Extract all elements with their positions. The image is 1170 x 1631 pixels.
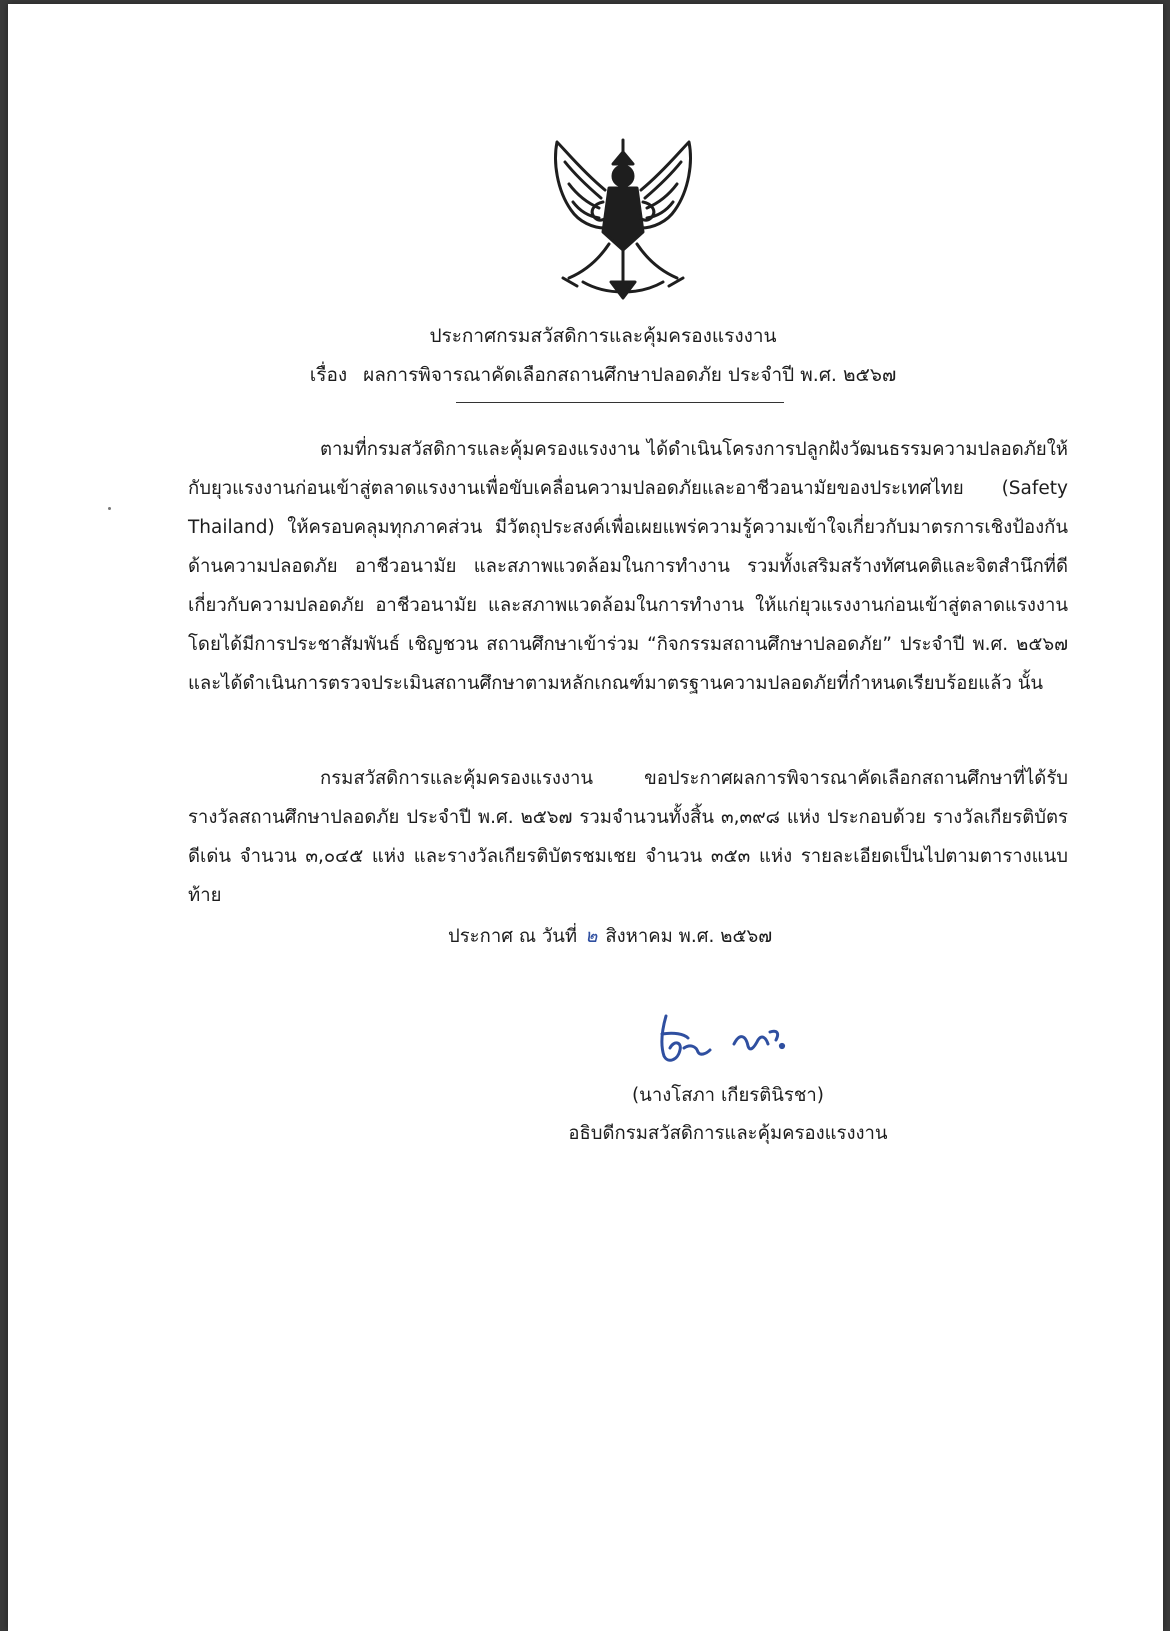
announcement-title: ประกาศกรมสวัสดิการและคุ้มครองแรงงาน [429,325,777,347]
garuda-emblem-icon [543,132,703,308]
announcement-subject-line [308,362,898,388]
subject-text: ผลการพิจารณาคัดเลือกสถานศึกษาปลอดภัย ประจำปี พ.ศ. ๒๕๖๗ [363,364,897,386]
date-month-year: สิงหาคม พ.ศ. ๒๕๖๗ [605,926,773,947]
body-paragraph-1 [188,430,1068,703]
signer-position: อธิบดีกรมสวัสดิการและคุ้มครองแรงงาน [568,1123,888,1144]
heading-divider [456,402,784,403]
body-paragraph-2 [188,759,1068,915]
announcement-date [448,924,948,950]
document-page [8,4,1163,1631]
subject-label: เรื่อง [309,364,348,386]
signer-name: (นางโสภา เกียรตินิรชา) [631,1085,825,1106]
paragraph-1-text: ตามที่กรมสวัสดิการและคุ้มครองแรงงาน ได้ดำเนินโครงการปลูกฝังวัฒนธรรมความปลอดภัยให้กับยุวแรงงานก่อนเข้าสู่ตลาดแรงงานเพื่อขับเคลื่อนความปลอดภัยและอาชีวอนามัยของประเทศไทย (Safety Thailand) ให้ครอบคลุมทุกภาคส่วน มีวัตถุประสงค์เพื่อเผยแพร่ความรู้ความเข้าใจเกี่ยวกับมาตรการเชิงป้องกันด้านความปลอดภัย อาชีวอนามัย และสภาพแวดล้อมในการทำงาน รวมทั้งเสริมสร้างทัศนคติและจิตสำนึกที่ดีเกี่ยวกับความปลอดภัย อาชีวอนามัย และสภาพแวดล้อมในการทำงาน ให้แก่ยุวแรงงานก่อนเข้าสู่ตลาดแรงงาน โดยได้มีการประชาสัมพันธ์ เชิญชวน สถานศึกษาเข้าร่วม “กิจกรรมสถานศึกษาปลอดภัย” ประจำปี พ.ศ. ๒๕๖๗ และได้ดำเนินการตรวจประเมินสถานศึกษาตามหลักเกณฑ์มาตรฐานความปลอดภัยที่กำหนดเรียบร้อยแล้ว นั้น [188,439,1068,694]
paragraph-2-text: กรมสวัสดิการและคุ้มครองแรงงาน ขอประกาศผลการพิจารณาคัดเลือกสถานศึกษาที่ได้รับรางวัลสถานศึกษาปลอดภัย ประจำปี พ.ศ. ๒๕๖๗ รวมจำนวนทั้งสิ้น ๓,๓๙๘ แห่ง ประกอบด้วย รางวัลเกียรติบัตรดีเด่น จำนวน ๓,๐๔๕ แห่ง และรางวัลเกียรติบัตรชมเชย จำนวน ๓๕๓ แห่ง รายละเอียดเป็นไปตามตารางแนบท้าย [188,768,1068,906]
date-prefix: ประกาศ ณ วันที่ [448,926,578,947]
handwritten-signature-icon [644,1004,804,1074]
date-day: ๒ [585,926,598,947]
scan-speck [108,507,111,510]
